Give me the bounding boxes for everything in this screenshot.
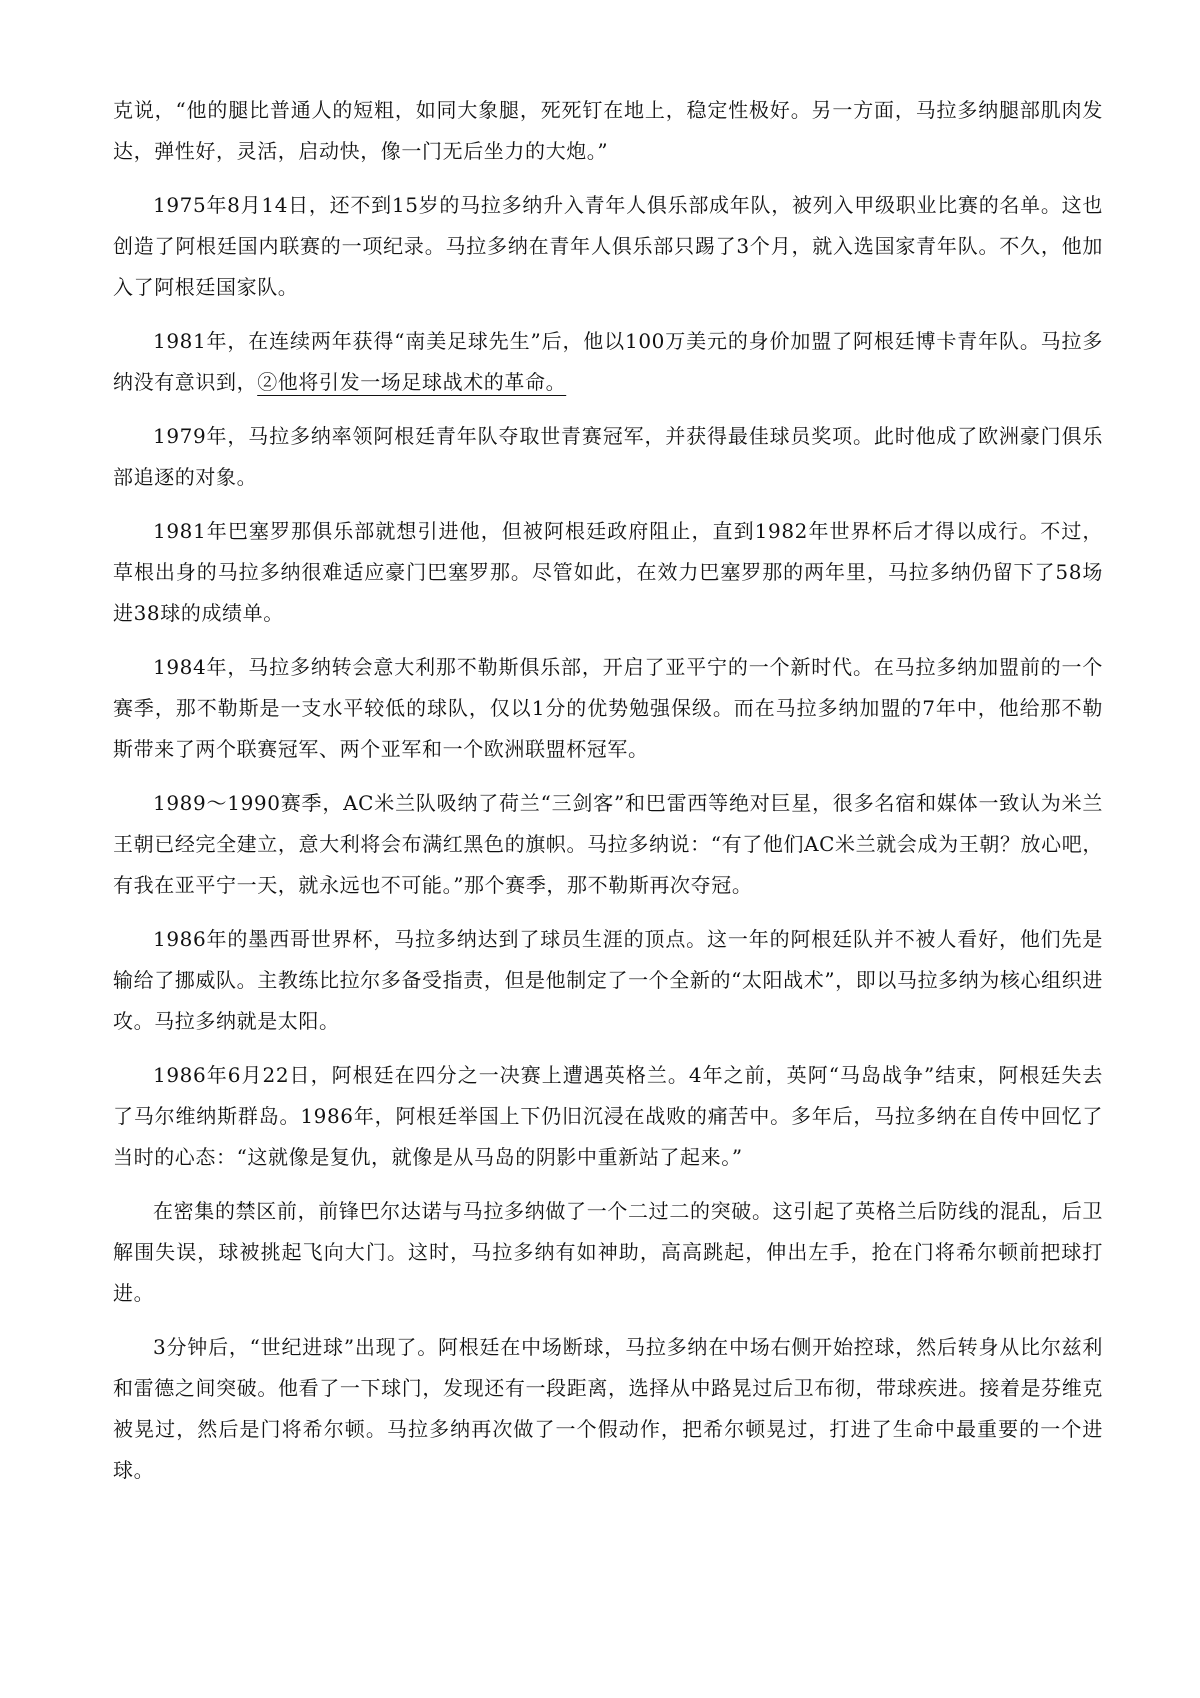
paragraph: [113, 321, 1103, 403]
paragraph: 1975年8月14日，还不到15岁的马拉多纳升入青年人俱乐部成年队，被列入甲级职业比赛的名单。这也创造了阿根廷国内联赛的一项纪录。马拉多纳在青年人俱乐部只踢了3个月，就入选国家青年队。不久，他加入了阿根廷国家队。: [113, 193, 1103, 299]
paragraph: 3分钟后，“世纪进球”出现了。阿根廷在中场断球，马拉多纳在中场右侧开始控球，然后转身从比尔兹利和雷德之间突破。他看了一下球门，发现还有一段距离，选择从中路晃过后卫布彻，带球疾进。接着是芬维克被晃过，然后是门将希尔顿。马拉多纳再次做了一个假动作，把希尔顿晃过，打进了生命中最重要的一个进球。: [113, 1335, 1103, 1482]
paragraph: 1984年，马拉多纳转会意大利那不勒斯俱乐部，开启了亚平宁的一个新时代。在马拉多纳加盟前的一个赛季，那不勒斯是一支水平较低的球队，仅以1分的优势勉强保级。而在马拉多纳加盟的7年中，他给那不勒斯带来了两个联赛冠军、两个亚军和一个欧洲联盟杯冠军。: [113, 655, 1103, 761]
paragraph: 1989～1990赛季，AC米兰队吸纳了荷兰“三剑客”和巴雷西等绝对巨星，很多名宿和媒体一致认为米兰王朝已经完全建立，意大利将会布满红黑色的旗帜。马拉多纳说：“有了他们AC米兰就会成为王朝？放心吧，有我在亚平宁一天，就永远也不可能。”那个赛季，那不勒斯再次夺冠。: [113, 791, 1103, 897]
paragraph: 在密集的禁区前，前锋巴尔达诺与马拉多纳做了一个二过二的突破。这引起了英格兰后防线的混乱，后卫解围失误，球被挑起飞向大门。这时，马拉多纳有如神助，高高跳起，伸出左手，抢在门将希尔顿前把球打进。: [113, 1199, 1103, 1305]
paragraph: 1986年的墨西哥世界杯，马拉多纳达到了球员生涯的顶点。这一年的阿根廷队并不被人看好，他们先是输给了挪威队。主教练比拉尔多备受指责，但是他制定了一个全新的“太阳战术”，即以马拉多纳为核心组织进攻。马拉多纳就是太阳。: [113, 927, 1103, 1033]
article-body: [113, 90, 1103, 1504]
paragraph: 1979年，马拉多纳率领阿根廷青年队夺取世青赛冠军，并获得最佳球员奖项。此时他成了欧洲豪门俱乐部追逐的对象。: [113, 424, 1103, 489]
underlined-sentence-2: ②他将引发一场足球战术的革命。: [257, 370, 567, 394]
paragraph-text: 1981年，在连续两年获得“南美足球先生”后，他以100万美元的身价加盟了阿根廷博卡青年队。马拉多纳没有意识到，: [113, 329, 1103, 394]
paragraph: 克说，“他的腿比普通人的短粗，如同大象腿，死死钉在地上，稳定性极好。另一方面，马拉多纳腿部肌肉发达，弹性好，灵活，启动快，像一门无后坐力的大炮。”: [113, 98, 1103, 163]
paragraph: 1986年6月22日，阿根廷在四分之一决赛上遭遇英格兰。4年之前，英阿“马岛战争”结束，阿根廷失去了马尔维纳斯群岛。1986年，阿根廷举国上下仍旧沉浸在战败的痛苦中。多年后，马拉多纳在自传中回忆了当时的心态：“这就像是复仇，就像是从马岛的阴影中重新站了起来。”: [113, 1063, 1103, 1169]
paragraph: 1981年巴塞罗那俱乐部就想引进他，但被阿根廷政府阻止，直到1982年世界杯后才得以成行。不过，草根出身的马拉多纳很难适应豪门巴塞罗那。尽管如此，在效力巴塞罗那的两年里，马拉多纳仍留下了58场进38球的成绩单。: [113, 519, 1103, 625]
